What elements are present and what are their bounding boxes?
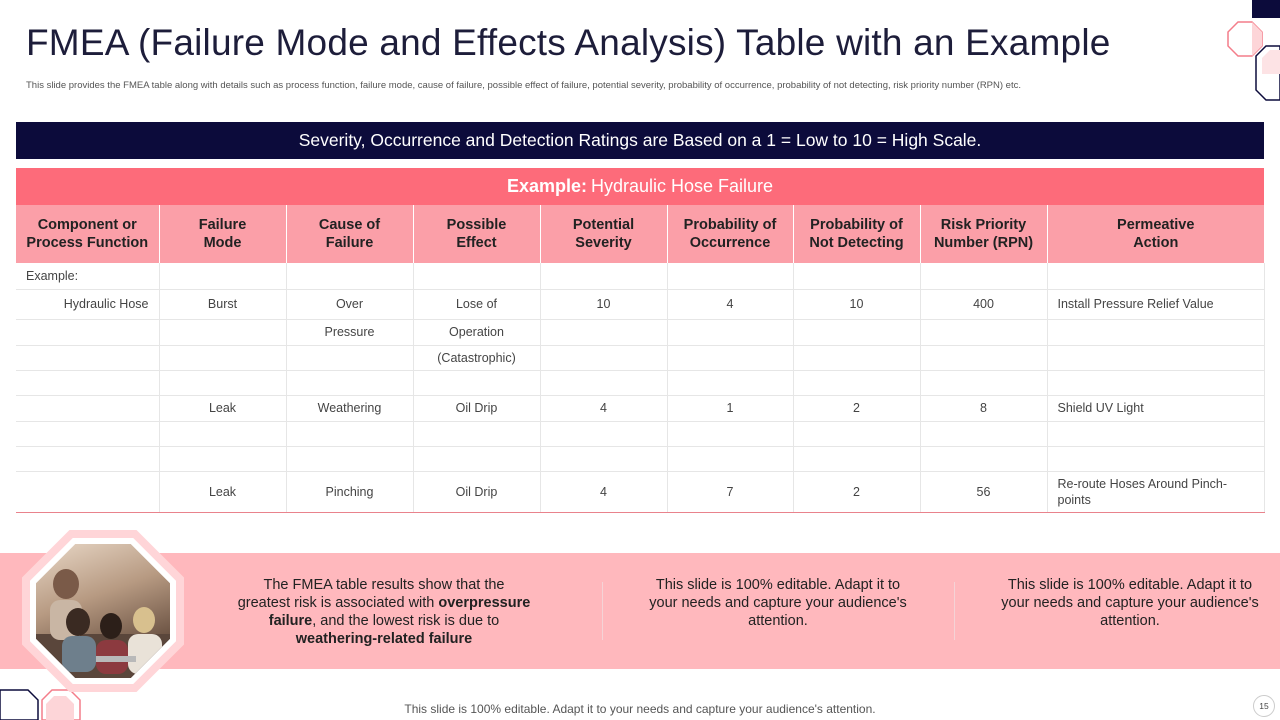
cell bbox=[667, 345, 793, 370]
cell: Pressure bbox=[286, 319, 413, 345]
team-photo bbox=[22, 530, 184, 692]
page-subtitle: This slide provides the FMEA table along with details such as process function, failure mode, cause of failure, possible effect of failure, potential severity, probability of occurrence, probability of not detecting, risk priority number (RPN) etc. bbox=[26, 80, 1021, 91]
cell bbox=[540, 345, 667, 370]
cell: (Catastrophic) bbox=[413, 345, 540, 370]
cell bbox=[920, 319, 1047, 345]
header-severity: Potential Severity bbox=[540, 205, 667, 263]
cell bbox=[540, 446, 667, 471]
cell bbox=[920, 446, 1047, 471]
cell bbox=[793, 370, 920, 395]
cell bbox=[159, 370, 286, 395]
header-action: Permeative Action bbox=[1047, 205, 1264, 263]
cell: 400 bbox=[920, 289, 1047, 319]
cell bbox=[920, 345, 1047, 370]
example-label: Example: bbox=[506, 176, 587, 196]
summary-text-2: This slide is 100% editable. Adapt it to your needs and capture your audience's attention. bbox=[649, 577, 907, 629]
cell bbox=[16, 421, 159, 446]
cell: 2 bbox=[793, 471, 920, 512]
cell bbox=[667, 421, 793, 446]
cell bbox=[920, 370, 1047, 395]
cell bbox=[793, 446, 920, 471]
header-cause: Cause of Failure bbox=[286, 205, 413, 263]
cell bbox=[159, 446, 286, 471]
cell bbox=[413, 370, 540, 395]
cell bbox=[1047, 421, 1264, 446]
divider bbox=[602, 582, 603, 640]
cell bbox=[1047, 370, 1264, 395]
cell: Lose of bbox=[413, 289, 540, 319]
rating-scale-banner: Severity, Occurrence and Detection Ratings are Based on a 1 = Low to 10 = High Scale. bbox=[16, 122, 1264, 159]
cell bbox=[540, 370, 667, 395]
cell bbox=[1047, 446, 1264, 471]
cell bbox=[667, 370, 793, 395]
cell bbox=[286, 446, 413, 471]
header-effect: Possible Effect bbox=[413, 205, 540, 263]
cell bbox=[159, 421, 286, 446]
cell bbox=[1047, 345, 1264, 370]
cell bbox=[286, 345, 413, 370]
table-row bbox=[16, 370, 1264, 395]
header-occurrence: Probability of Occurrence bbox=[667, 205, 793, 263]
cell bbox=[667, 263, 793, 289]
table-row bbox=[16, 345, 1264, 370]
cell bbox=[159, 263, 286, 289]
cell bbox=[16, 471, 159, 512]
divider bbox=[954, 582, 955, 640]
cell: Example: bbox=[16, 263, 159, 289]
cell bbox=[1047, 263, 1264, 289]
people-illustration bbox=[36, 544, 170, 678]
cell bbox=[16, 395, 159, 421]
cell bbox=[793, 345, 920, 370]
cell bbox=[793, 319, 920, 345]
cell bbox=[286, 370, 413, 395]
cell: 1 bbox=[667, 395, 793, 421]
cell bbox=[793, 421, 920, 446]
cell bbox=[286, 421, 413, 446]
cell bbox=[540, 319, 667, 345]
cell bbox=[286, 263, 413, 289]
cell: 2 bbox=[793, 395, 920, 421]
cell: Install Pressure Relief Value bbox=[1047, 289, 1264, 319]
table-row bbox=[16, 421, 1264, 446]
cell bbox=[413, 421, 540, 446]
table-row bbox=[16, 319, 1264, 345]
cell bbox=[16, 370, 159, 395]
table-header-row bbox=[16, 205, 1264, 263]
cell: Leak bbox=[159, 471, 286, 512]
cell: 56 bbox=[920, 471, 1047, 512]
cell: 7 bbox=[667, 471, 793, 512]
cell: 4 bbox=[667, 289, 793, 319]
cell bbox=[413, 446, 540, 471]
cell: Pinching bbox=[286, 471, 413, 512]
header-component: Component or Process Function bbox=[16, 205, 159, 263]
page-number: 15 bbox=[1253, 695, 1275, 717]
page-title: FMEA (Failure Mode and Effects Analysis) Table with an Example bbox=[26, 22, 1111, 63]
cell bbox=[667, 319, 793, 345]
cell: Weathering bbox=[286, 395, 413, 421]
cell: 10 bbox=[793, 289, 920, 319]
cell bbox=[16, 345, 159, 370]
table-row bbox=[16, 263, 1264, 289]
cell: Oil Drip bbox=[413, 471, 540, 512]
top-right-decoration bbox=[1222, 0, 1280, 104]
footer-note: This slide is 100% editable. Adapt it to your needs and capture your audience's attention. bbox=[404, 702, 876, 716]
cell: Leak bbox=[159, 395, 286, 421]
header-failure-mode: Failure Mode bbox=[159, 205, 286, 263]
cell bbox=[16, 446, 159, 471]
cell bbox=[413, 263, 540, 289]
fmea-table bbox=[16, 205, 1265, 513]
summary-text-3: This slide is 100% editable. Adapt it to your needs and capture your audience's attention. bbox=[1001, 577, 1259, 629]
cell bbox=[920, 421, 1047, 446]
cell bbox=[540, 421, 667, 446]
cell bbox=[920, 263, 1047, 289]
table-row bbox=[16, 446, 1264, 471]
cell: Burst bbox=[159, 289, 286, 319]
cell bbox=[793, 263, 920, 289]
cell: 4 bbox=[540, 471, 667, 512]
cell bbox=[1047, 319, 1264, 345]
table-row bbox=[16, 471, 1264, 512]
cell bbox=[159, 319, 286, 345]
cell bbox=[540, 263, 667, 289]
cell: Over bbox=[286, 289, 413, 319]
cell bbox=[16, 319, 159, 345]
cell: Re-route Hoses Around Pinch-points bbox=[1047, 471, 1264, 512]
example-text: Hydraulic Hose Failure bbox=[590, 176, 774, 196]
cell bbox=[667, 446, 793, 471]
table-row bbox=[16, 395, 1264, 421]
cell: Oil Drip bbox=[413, 395, 540, 421]
header-detection: Probability of Not Detecting bbox=[793, 205, 920, 263]
cell: Hydraulic Hose bbox=[16, 289, 159, 319]
header-rpn: Risk Priority Number (RPN) bbox=[920, 205, 1047, 263]
example-bar bbox=[16, 168, 1264, 205]
cell: 10 bbox=[540, 289, 667, 319]
table-row bbox=[16, 289, 1264, 319]
cell: 8 bbox=[920, 395, 1047, 421]
cell: 4 bbox=[540, 395, 667, 421]
summary-text-risk: The FMEA table results show that the greatest risk is associated with overpressure failure, and the lowest risk is due to weathering-related failure bbox=[237, 577, 531, 647]
cell bbox=[159, 345, 286, 370]
cell: Shield UV Light bbox=[1047, 395, 1264, 421]
cell: Operation bbox=[413, 319, 540, 345]
